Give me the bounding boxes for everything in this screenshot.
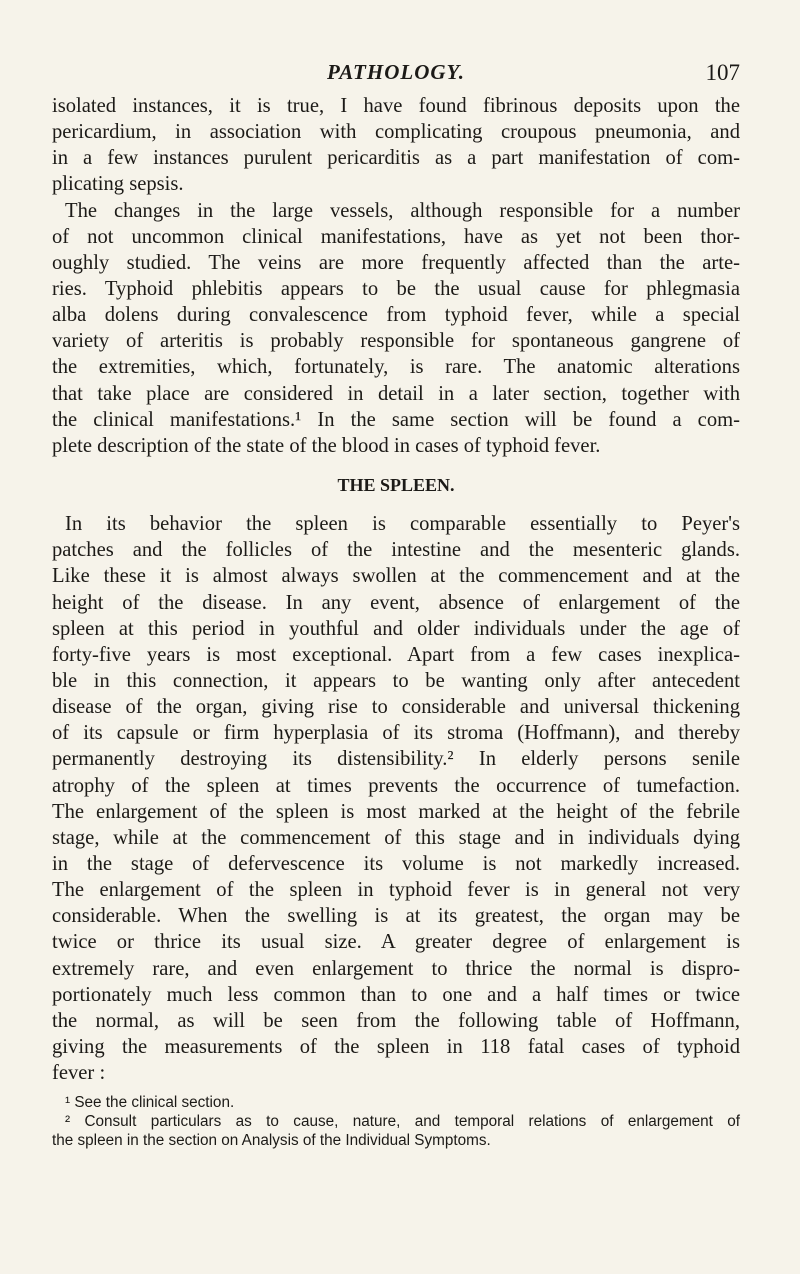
text-line: plicating sepsis. <box>52 173 184 196</box>
footnote-2: ² Consult particulars as to cause, nature, and temporal relations of enlargement of <box>65 1113 740 1130</box>
text-line: height of the disease. In any event, absence of enlargement of the <box>52 591 740 614</box>
text-line: disease of the organ, giving rise to considerable and universal thickening <box>52 696 740 719</box>
text-line: The enlargement of the spleen is most marked at the height of the febrile <box>52 800 740 823</box>
text-line: ble in this connection, it appears to be wanting only after antecedent <box>52 669 740 692</box>
text-line: the clinical manifestations.¹ In the same section will be found a com- <box>52 408 740 431</box>
text-line: fever : <box>52 1062 106 1085</box>
page-number: 107 <box>705 60 740 85</box>
text-line: variety of arteritis is probably responsible for spontaneous gangrene of <box>52 330 740 353</box>
text-line: in a few instances purulent pericarditis as a part manifestation of com- <box>52 147 740 170</box>
text-line: portionately much less common than to one and a half times or twice <box>52 983 740 1006</box>
text-line: spleen at this period in youthful and older individuals under the age of <box>52 617 740 640</box>
text-line: atrophy of the spleen at times prevents the occurrence of tumefaction. <box>52 774 740 797</box>
body-text <box>52 93 740 1086</box>
text-line: isolated instances, it is true, I have found fibrinous deposits upon the <box>52 95 740 117</box>
text-line: the extremities, which, fortunately, is rare. The anatomic alterations <box>52 356 740 379</box>
text-line: plete description of the state of the blood in cases of typhoid fever. <box>52 434 601 457</box>
text-line: alba dolens during convalescence from typhoid fever, while a special <box>52 304 740 327</box>
text-line: oughly studied. The veins are more frequently affected than the arte- <box>52 251 740 274</box>
footnote-2-continued: the spleen in the section on Analysis of the Individual Symptoms. <box>52 1132 491 1149</box>
text-line: The enlargement of the spleen in typhoid fever is in general not very <box>52 879 740 902</box>
text-line: In its behavior the spleen is comparable essentially to Peyer's <box>65 513 740 536</box>
text-line: patches and the follicles of the intestine and the mesenteric glands. <box>52 539 740 562</box>
footnotes <box>52 1093 740 1150</box>
text-line: in the stage of defervescence its volume is not markedly increased. <box>52 852 740 875</box>
text-line: ries. Typhoid phlebitis appears to be the usual cause for phlegmasia <box>52 277 740 300</box>
text-line: that take place are considered in detail in a later section, together with <box>52 382 740 405</box>
text-line: of its capsule or firm hyperplasia of its stroma (Hoffmann), and thereby <box>52 722 740 745</box>
text-line: pericardium, in association with complicating croupous pneumonia, and <box>52 121 740 144</box>
text-line: extremely rare, and even enlargement to thrice the normal is dispro- <box>52 957 740 980</box>
text-line: The changes in the large vessels, although responsible for a number <box>65 199 740 222</box>
footnote-1: ¹ See the clinical section. <box>65 1094 235 1111</box>
text-line: stage, while at the commencement of this stage and in individuals dying <box>52 826 740 849</box>
text-line: giving the measurements of the spleen in 118 fatal cases of typhoid <box>52 1035 740 1058</box>
text-line: the normal, as will be seen from the following table of Hoffmann, <box>52 1009 740 1032</box>
running-header <box>52 60 740 90</box>
text-line: considerable. When the swelling is at its greatest, the organ may be <box>52 905 740 928</box>
section-heading: THE SPLEEN. <box>337 474 455 495</box>
text-line: Like these it is almost always swollen at the commencement and at the <box>52 565 740 588</box>
text-line: forty-five years is most exceptional. Apart from a few cases inexplica- <box>52 643 740 666</box>
running-title: PATHOLOGY. <box>326 60 466 84</box>
text-line: permanently destroying its distensibility.² In elderly persons senile <box>52 748 740 771</box>
text-line: twice or thrice its usual size. A greater degree of enlargement is <box>52 931 740 954</box>
text-line: of not uncommon clinical manifestations, have as yet not been thor- <box>52 225 740 248</box>
